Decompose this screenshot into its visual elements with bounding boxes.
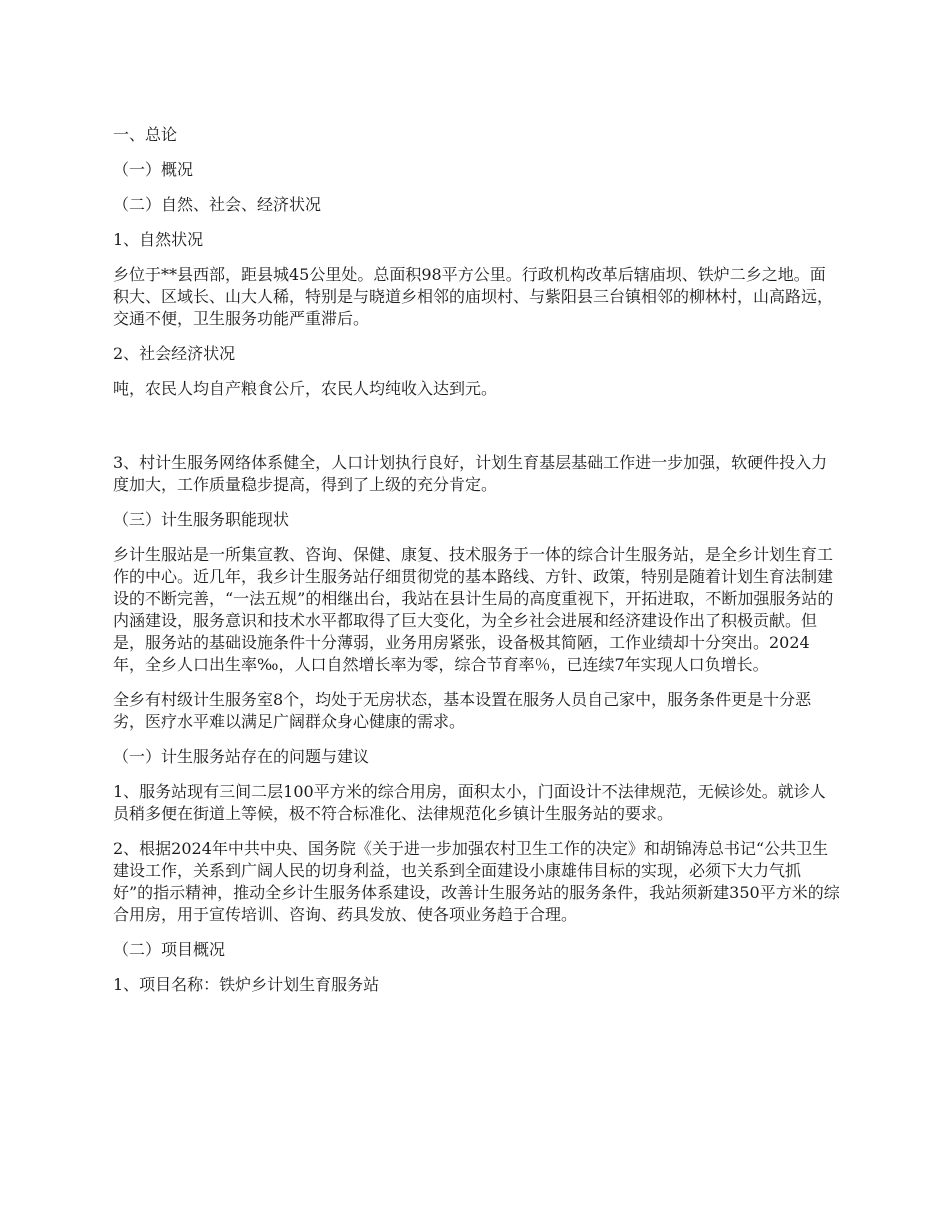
subheading-overview: （一）概况 (113, 160, 194, 179)
paragraph-village-rooms: 全乡有村级计生服务室8个，均处于无房状态，基本设置在服务人员自己家中，服务条件更是十分恶劣，医疗水平难以满足广阔群众身心健康的需求。 (113, 690, 812, 731)
subheading-project-overview: （二）项目概况 (113, 940, 226, 959)
paragraph-social-economic: 吨，农民人均自产粮食公斤，农民人均纯收入达到元。 (113, 379, 498, 398)
subheading-problems-suggestions: （一）计生服务站存在的问题与建议 (113, 747, 370, 766)
section-heading-general: 一、总论 (113, 125, 178, 144)
paragraph-problem-1: 1、服务站现有三间二层100平方米的综合用房，面积太小，门面设计不法律规范，无候诊处。就诊人员稍多便在街道上等候，极不符合标准化、法律规范化乡镇计生服务站的要求。 (113, 782, 826, 823)
subheading-service-function: （三）计生服务职能现状 (113, 510, 290, 529)
subheading-natural-status: 1、自然状况 (113, 230, 204, 249)
paragraph-problem-2: 2、根据2024年中共中央、国务院《关于进一步加强农村卫生工作的决定》和胡锦涛总书记“公共卫生建设工作，关系到广阔人民的切身利益，也关系到全面建设小康雄伟目标的实现，必须下大力气抓好”的指示精神，推动全乡计生服务体系建设，改善计生服务站的服务条件，我站须新建350平方米的综合用房，用于宣传培训、咨询、药具发放、使各项业务趋于合理。 (113, 839, 840, 924)
paragraph-service-station: 乡计生服站是一所集宣教、咨询、保健、康复、技术服务于一体的综合计生服务站，是全乡计划生育工作的中心。近几年，我乡计生服务站仔细贯彻党的基本路线、方针、政策，特别是随着计划生育法制建设的不断完善，“一法五规”的相继出台，我站在县计生局的高度重视下，开拓进取，不断加强服务站的内涵建设，服务意识和技术水平都取得了巨大变化，为全乡社会进展和经济建设作出了积极贡献。但是，服务站的基础设施条件十分薄弱，业务用房紧张，设备极其简陋，工作业绩却十分突出。2024年，全乡人口出生率‰，人口自然增长率为零，综合节育率％，已连续7年实现人口负增长。 (113, 545, 834, 674)
paragraph-project-name: 1、项目名称：铁炉乡计划生育服务站 (113, 975, 380, 994)
paragraph-natural-status: 乡位于**县西部，距县城45公里处。总面积98平方公里。行政机构改革后辖庙坝、铁炉二乡之地。面积大、区域长、山大人稀，特别是与晓道乡相邻的庙坝村、与紫阳县三台镇相邻的柳林村，山高路远，交通不便，卫生服务功能严重滞后。 (113, 265, 834, 328)
subheading-social-economic: 2、社会经济状况 (113, 344, 236, 363)
subheading-natural-social-economic: （二）自然、社会、经济状况 (113, 195, 322, 214)
document-body (113, 124, 841, 996)
paragraph-village-network: 3、村计生服务网络体系健全，人口计划执行良好，计划生育基层基础工作进一步加强，软硬件投入力度加大，工作质量稳步提高，得到了上级的充分肯定。 (113, 453, 828, 494)
